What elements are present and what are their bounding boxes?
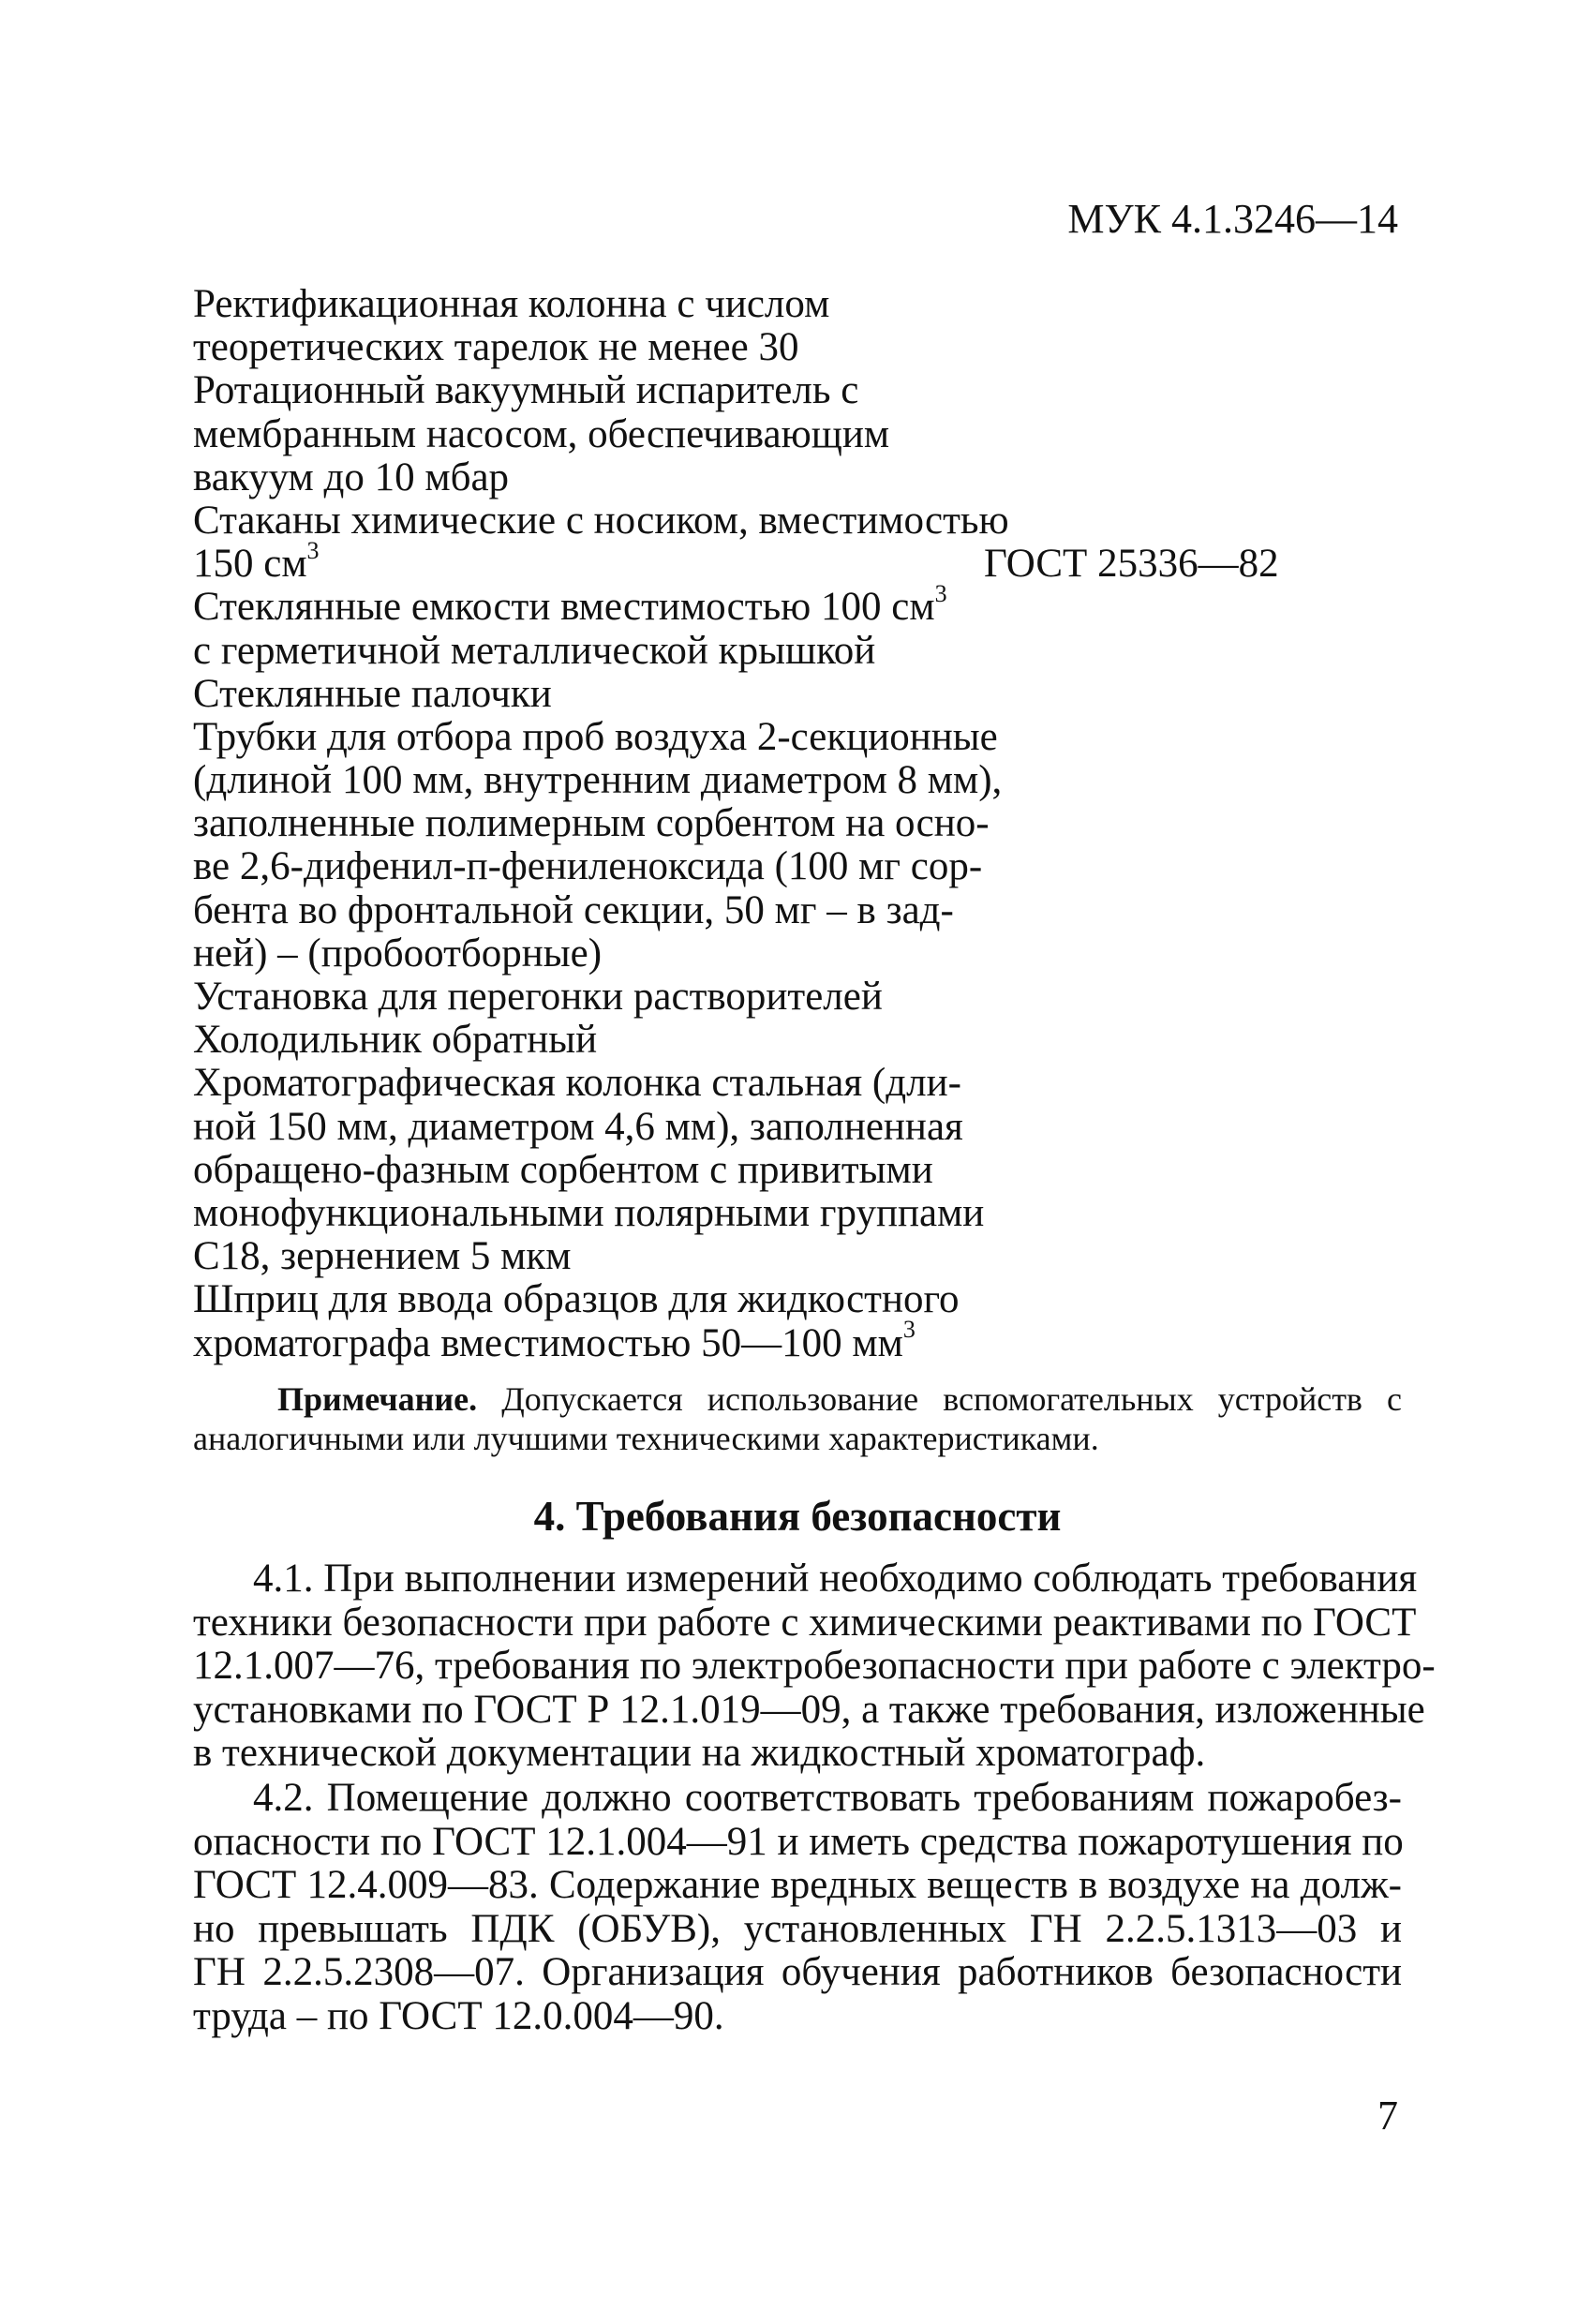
equipment-item (193, 283, 1261, 369)
equipment-line: заполненные полимерным сорбентом на осно- (193, 801, 990, 846)
equipment-line: обращено-фазным сорбентом с привитыми (193, 1147, 933, 1192)
equipment-line: ве 2,6-дифенил-п-фениленоксида (100 мг сор- (193, 844, 983, 889)
paragraph-4-1 (193, 1557, 1436, 1776)
equipment-line: бента во фронтальной секции, 50 мг – в зад- (193, 887, 954, 932)
equipment-line (193, 1316, 1261, 1365)
paragraph-line: техники безопасности при работе с химическими реактивами по ГОСТ (193, 1600, 1417, 1645)
paragraph-line: но превышать ПДК (ОБУВ), установленных ГН 2.2.5.1313—03 и (193, 1906, 1402, 1951)
equipment-line: мембранным насосом, обеспечивающим (193, 411, 890, 456)
equipment-line: С18, зернением 5 мкм (193, 1234, 572, 1279)
equipment-item (193, 579, 1261, 673)
page-number: 7 (1377, 2093, 1398, 2138)
note-text: Допускается использование вспомогательных устройств с аналогичными или лучшими техническими характеристиками. (193, 1380, 1402, 1457)
equipment-item (193, 976, 1261, 1019)
equipment-line: Холодильник обратный (193, 1018, 598, 1063)
note-label: Примечание. (277, 1380, 478, 1418)
equipment-list (193, 282, 1279, 1365)
superscript: 3 (902, 1316, 916, 1344)
equipment-line: ней) – (пробоотборные) (193, 931, 603, 976)
superscript: 3 (306, 536, 320, 564)
equipment-item (193, 1062, 1261, 1278)
equipment-standard: ГОСТ 25336—82 (984, 542, 1279, 587)
equipment-item (193, 673, 1261, 716)
equipment-line-text: Стеклянные емкости вместимостью 100 см (193, 585, 935, 630)
paragraph-4-2 (193, 1777, 1402, 2039)
equipment-line: монофункциональными полярными группами (193, 1190, 985, 1235)
equipment-line: Трубки для отбора проб воздуха 2-секционные (193, 714, 998, 759)
equipment-line: теоретических тарелок не менее 30 (193, 325, 799, 370)
equipment-line-text: 150 см (193, 542, 307, 587)
equipment-line: Шприц для ввода образцов для жидкостного (193, 1277, 960, 1322)
equipment-line: вакуум до 10 мбар (193, 454, 510, 499)
paragraph-line: опасности по ГОСТ 12.1.004—91 и иметь средства пожаротушения по (193, 1819, 1404, 1864)
section-heading: 4. Требования безопасности (533, 1493, 1062, 1540)
equipment-line: Стаканы химические с носиком, вместимостью (193, 498, 1009, 543)
paragraph-line: 4.1. При выполнении измерений необходимо соблюдать требования (253, 1557, 1418, 1601)
equipment-item (193, 1278, 1261, 1364)
note (193, 1379, 1402, 1458)
equipment-line: Хроматографическая колонка стальная (дли- (193, 1061, 961, 1106)
equipment-line: Стеклянные палочки (193, 671, 552, 716)
paragraph-line: установками по ГОСТ Р 12.1.019—09, а также требования, изложенные (193, 1687, 1425, 1732)
paragraph-line: труда – по ГОСТ 12.0.004—90. (193, 1993, 724, 2038)
equipment-item (193, 498, 1279, 587)
equipment-line: Установка для перегонки растворителей (193, 975, 883, 1019)
superscript: 3 (934, 579, 947, 607)
equipment-line-text: хроматографа вместимостью 50—100 мм (193, 1320, 903, 1365)
equipment-line (193, 579, 1261, 630)
equipment-item (193, 369, 1261, 499)
paragraph-line: в технической документации на жидкостный хроматограф. (193, 1731, 1206, 1776)
equipment-line: Ректификационная колонна с числом (193, 282, 830, 326)
paragraph-line: 12.1.007—76, требования по электробезопасности при работе с электро- (193, 1644, 1436, 1689)
paragraph-line: ГН 2.2.5.2308—07. Организация обучения работников безопасности (193, 1950, 1402, 1995)
equipment-line: с герметичной металлической крышкой (193, 628, 876, 673)
equipment-line: ной 150 мм, диаметром 4,6 мм), заполненная (193, 1104, 963, 1149)
paragraph-line: 4.2. Помещение должно соответствовать требованиям пожаробез- (253, 1776, 1402, 1820)
document-code: МУК 4.1.3246—14 (1067, 196, 1398, 242)
equipment-item (193, 1019, 1261, 1062)
equipment-item (193, 716, 1261, 976)
equipment-line: (длиной 100 мм, внутренним диаметром 8 мм), (193, 758, 1003, 803)
equipment-line: Ротационный вакуумный испаритель с (193, 368, 859, 413)
paragraph-line: ГОСТ 12.4.009—83. Содержание вредных веществ в воздухе на долж- (193, 1863, 1402, 1908)
equipment-line (193, 536, 1279, 587)
